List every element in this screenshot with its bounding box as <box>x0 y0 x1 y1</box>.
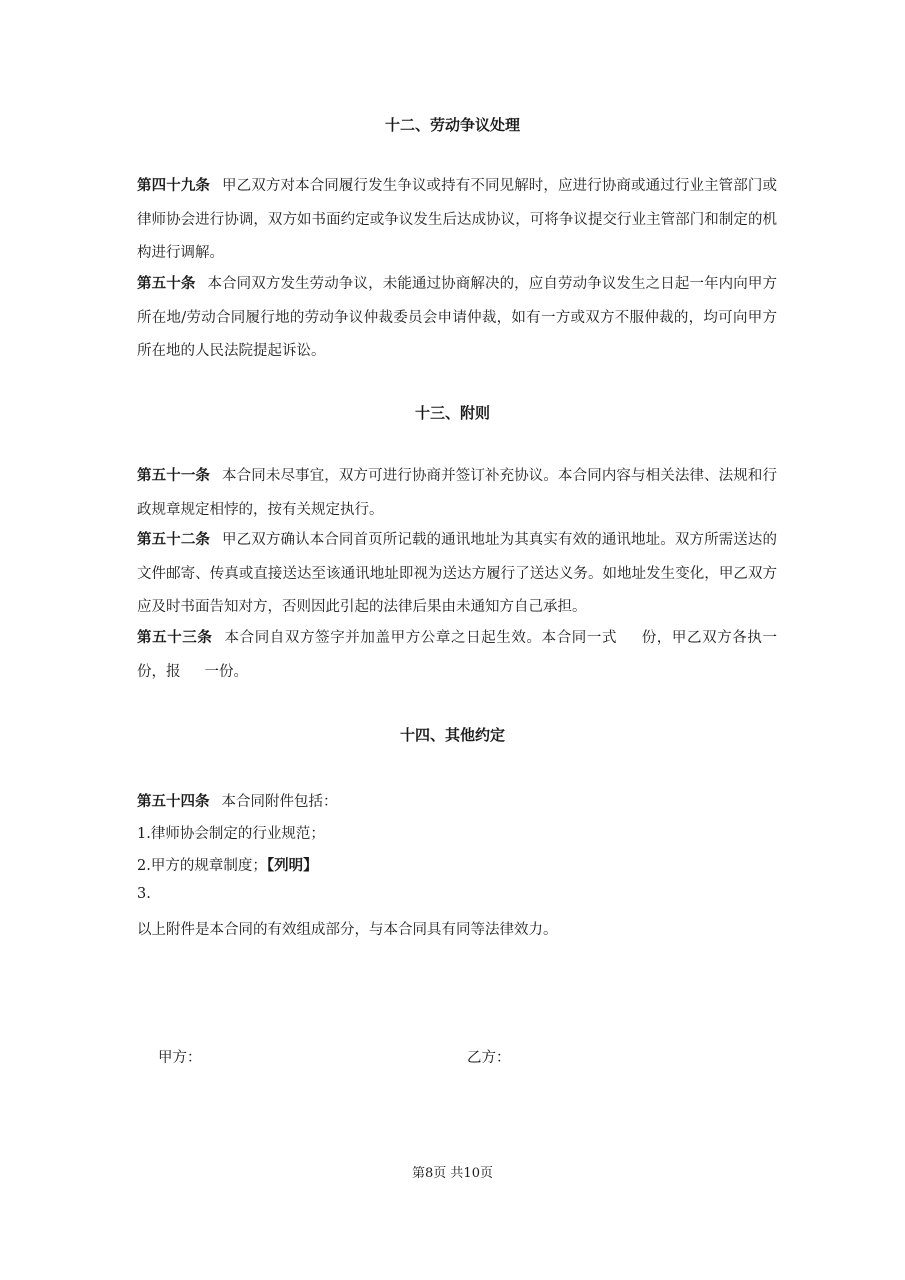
attachment-item-3: 3. <box>137 886 151 902</box>
attachment-item-2 <box>137 854 318 875</box>
article-49-text: 甲乙双方对本合同履行发生争议或持有不同见解时，应进行协商或通过行业主管部门或律师协会进行协调，双方如书面约定或争议发生后达成协议，可将争议提交行业主管部门和制定的机构进行调解。 <box>137 178 778 261</box>
article-53-text-1: 本合同自双方签字并加盖甲方公章之日起生效。本合同一式 <box>224 630 618 646</box>
attachment-item-2-text: 2.甲方的规章制度； <box>137 858 267 874</box>
article-52 <box>137 524 777 625</box>
article-50-text: 本合同双方发生劳动争议，未能通过协商解决的，应自劳动争议发生之日起一年内向甲方所在地/劳动合同履行地的劳动争议仲裁委员会申请仲裁，如有一方或双方不服仲裁的，均可向甲方所在地的人民法院提起诉讼。 <box>137 276 778 359</box>
article-51-label: 第五十一条 <box>137 468 211 484</box>
article-53-text-2: 份，甲乙双方各执一份，报 <box>137 630 778 680</box>
article-53 <box>137 622 777 689</box>
article-52-text: 甲乙双方确认本合同首页所记载的通讯地址为其真实有效的通讯地址。双方所需送达的文件邮寄、传真或直接送达至该通讯地址即视为送达方履行了送达义务。如地址发生变化，甲乙双方应及时书面告知对方，否则因此引起的法律后果由未通知方自己承担。 <box>137 532 778 615</box>
attachment-closing: 以上附件是本合同的有效组成部分，与本合同具有同等法律效力。 <box>137 922 558 938</box>
article-49 <box>137 170 777 271</box>
article-51-text: 本合同未尽事宜，双方可进行协商并签订补充协议。本合同内容与相关法律、法规和行政规章规定相悖的，按有关规定执行。 <box>137 468 778 518</box>
section-title-other-agreements: 十四、其他约定 <box>399 726 505 744</box>
attachment-item-1: 1.律师协会制定的行业规范； <box>137 826 325 842</box>
article-51 <box>137 460 777 527</box>
signature-party-a: 甲方： <box>158 1050 202 1066</box>
article-50 <box>137 268 777 369</box>
signature-party-b: 乙方： <box>467 1050 511 1066</box>
article-49-label: 第四十九条 <box>137 178 211 194</box>
attachment-item-2-bold: 【列明】 <box>266 858 318 874</box>
page-footer: 第8页 共10页 <box>412 1166 493 1181</box>
article-52-label: 第五十二条 <box>137 532 211 548</box>
article-50-label: 第五十条 <box>137 276 196 292</box>
article-54-text: 本合同附件包括： <box>221 794 338 810</box>
section-title-appendix: 十三、附则 <box>414 404 490 422</box>
article-53-text-3: 一份。 <box>204 663 248 680</box>
article-54-label: 第五十四条 <box>137 794 210 810</box>
section-title-labor-dispute: 十二、劳动争议处理 <box>384 116 520 134</box>
article-53-label: 第五十三条 <box>137 630 213 646</box>
article-54 <box>137 790 338 811</box>
